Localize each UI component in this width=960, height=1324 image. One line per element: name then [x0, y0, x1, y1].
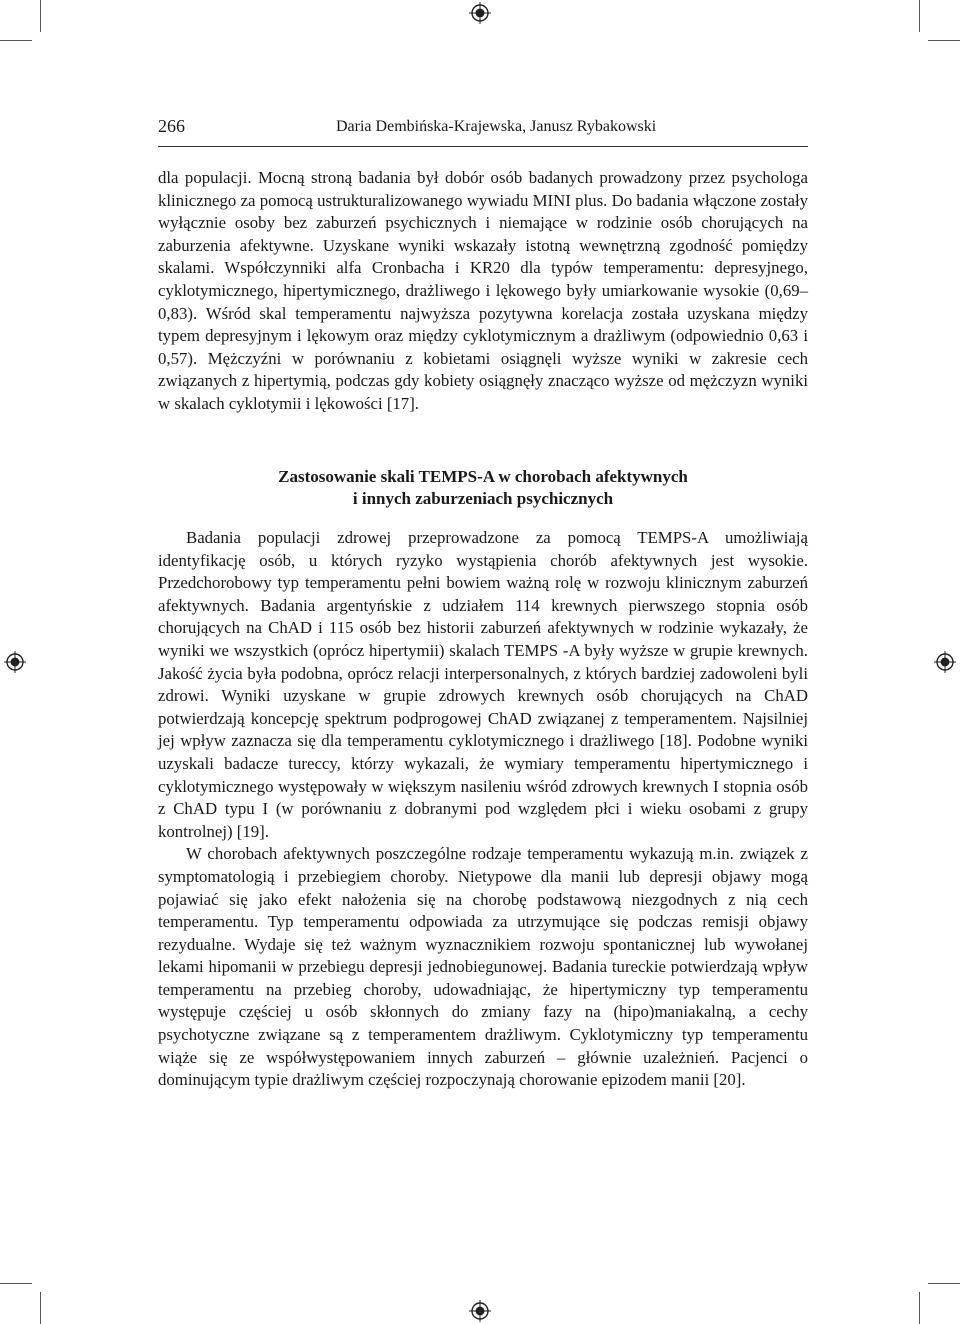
body-text-top [158, 167, 808, 416]
registration-mark-icon [934, 651, 956, 673]
paragraph: dla populacji. Mocną stroną badania był dobór osób badanych prowadzony przez psychologa klinicznego za pomocą ustrukturalizowanego wywiadu MINI plus. Do badania włączone zostały wyłącznie osoby bez zaburzeń psychicznych i niemające w rodzinie osób chorujących na zaburzenia afektywne. Uzyskane wyniki wskazały istotną wewnętrzną zgodność pomiędzy skalami. Współczynniki alfa Cronbacha i KR20 dla typów temperamentu: depresyjnego, cyklotymicznego, hipertymicznego, drażliwego i lękowego były umiarkowanie wysokie (0,69–0,83). Wśród skal temperamentu najwyższa pozytywna korelacja została uzyskana między typem depresyjnym i lękowym oraz między cyklotymicznym a drażliwym (odpowiednio 0,63 i 0,57). Mężczyźni w porównaniu z kobietami osiągnęli wyższe wyniki w zakresie cech związanych z hipertymią, podczas gdy kobiety osiągnęły znacząco wyższe od mężczyzn wyniki w skalach cyklotymii i lękowości [17]. [158, 168, 808, 413]
registration-mark-icon [469, 1300, 491, 1322]
body-text-section [158, 527, 808, 1092]
page-number: 266 [158, 116, 185, 136]
section-heading-line: Zastosowanie skali TEMPS-A w chorobach afektywnych [278, 467, 688, 486]
crop-mark [928, 1283, 960, 1284]
crop-mark [40, 0, 41, 32]
paragraph: W chorobach afektywnych poszczególne rodzaje temperamentu wykazują m.in. związek z symptomatologią i przebiegiem choroby. Nietypowe dla manii lub depresji objawy mogą pojawiać się jako efekt nałożenia się na chorobę podstawową niezgodnych z nią cech temperamentu. Typ temperamentu odpowiada za utrzymujące się podczas remisji objawy rezydualne. Wydaje się też ważnym wyznacznikiem rozwoju spontanicznej lub wywołanej lekami hipomanii w przebiegu depresji jednobiegunowej. Badania tureckie potwierdzają wpływ temperamentu na przebieg choroby, udowadniając, że hipertymiczny typ temperamentu występuje częściej u osób skłonnych do zmiany fazy na (hipo)maniakalną, a cechy psychotyczne związane są z temperamentem drażliwym. Cyklotymiczny typ temperamentu wiąże się ze współwystępowaniem innych zaburzeń – głównie uzależnień. Pacjenci o dominującym typie drażliwym częściej rozpoczynają chorowanie epizodem manii [20]. [158, 844, 808, 1090]
crop-mark [919, 0, 920, 32]
crop-mark [0, 1283, 32, 1284]
crop-mark [0, 40, 32, 41]
section-heading-line: i innych zaburzeniach psychicznych [352, 489, 614, 508]
running-head: Daria Dembińska-Krajewska, Janusz Rybakowski [336, 118, 657, 135]
registration-mark-icon [469, 2, 491, 24]
header-rule [158, 146, 808, 147]
crop-mark [919, 1292, 920, 1324]
section-heading [158, 466, 808, 510]
paragraph: Badania populacji zdrowej przeprowadzone za pomocą TEMPS-A umożliwiają identyfikację osób, u których ryzyko wystąpienia chorób afektywnych jest wysokie. Przedchorobowy typ temperamentu pełni bowiem ważną rolę w rozwoju klinicznym zaburzeń afektywnych. Badania argentyńskie z udziałem 114 krewnych pierwszego stopnia osób chorujących na ChAD i 115 osób bez historii zaburzeń afektywnych w rodzinie wykazały, że wyniki we wszystkich (oprócz hipertymii) skalach TEMPS -A były wyższe w grupie krewnych. Jakość życia była podobna, oprócz relacji interpersonalnych, z których bardziej zadowoleni byli zdrowi. Wyniki uzyskane w grupie zdrowych krewnych osób chorujących na ChAD potwierdzają koncepcję spektrum podprogowej ChAD związanej z temperamentem. Najsilniej jej wpływ zaznacza się dla temperamentu cyklotymicznego i drażliwego [18]. Podobne wyniki uzyskali badacze tureccy, którzy wykazali, że wymiary temperamentu hipertymicznego i cyklotymicznego występowały w większym nasileniu wśród zdrowych krewnych I stopnia osób z ChAD typu I (w porównaniu z dobranymi pod względem płci i wieku osobami z grupy kontrolnej) [19]. [158, 528, 808, 841]
crop-mark [928, 40, 960, 41]
registration-mark-icon [4, 651, 26, 673]
crop-mark [40, 1292, 41, 1324]
